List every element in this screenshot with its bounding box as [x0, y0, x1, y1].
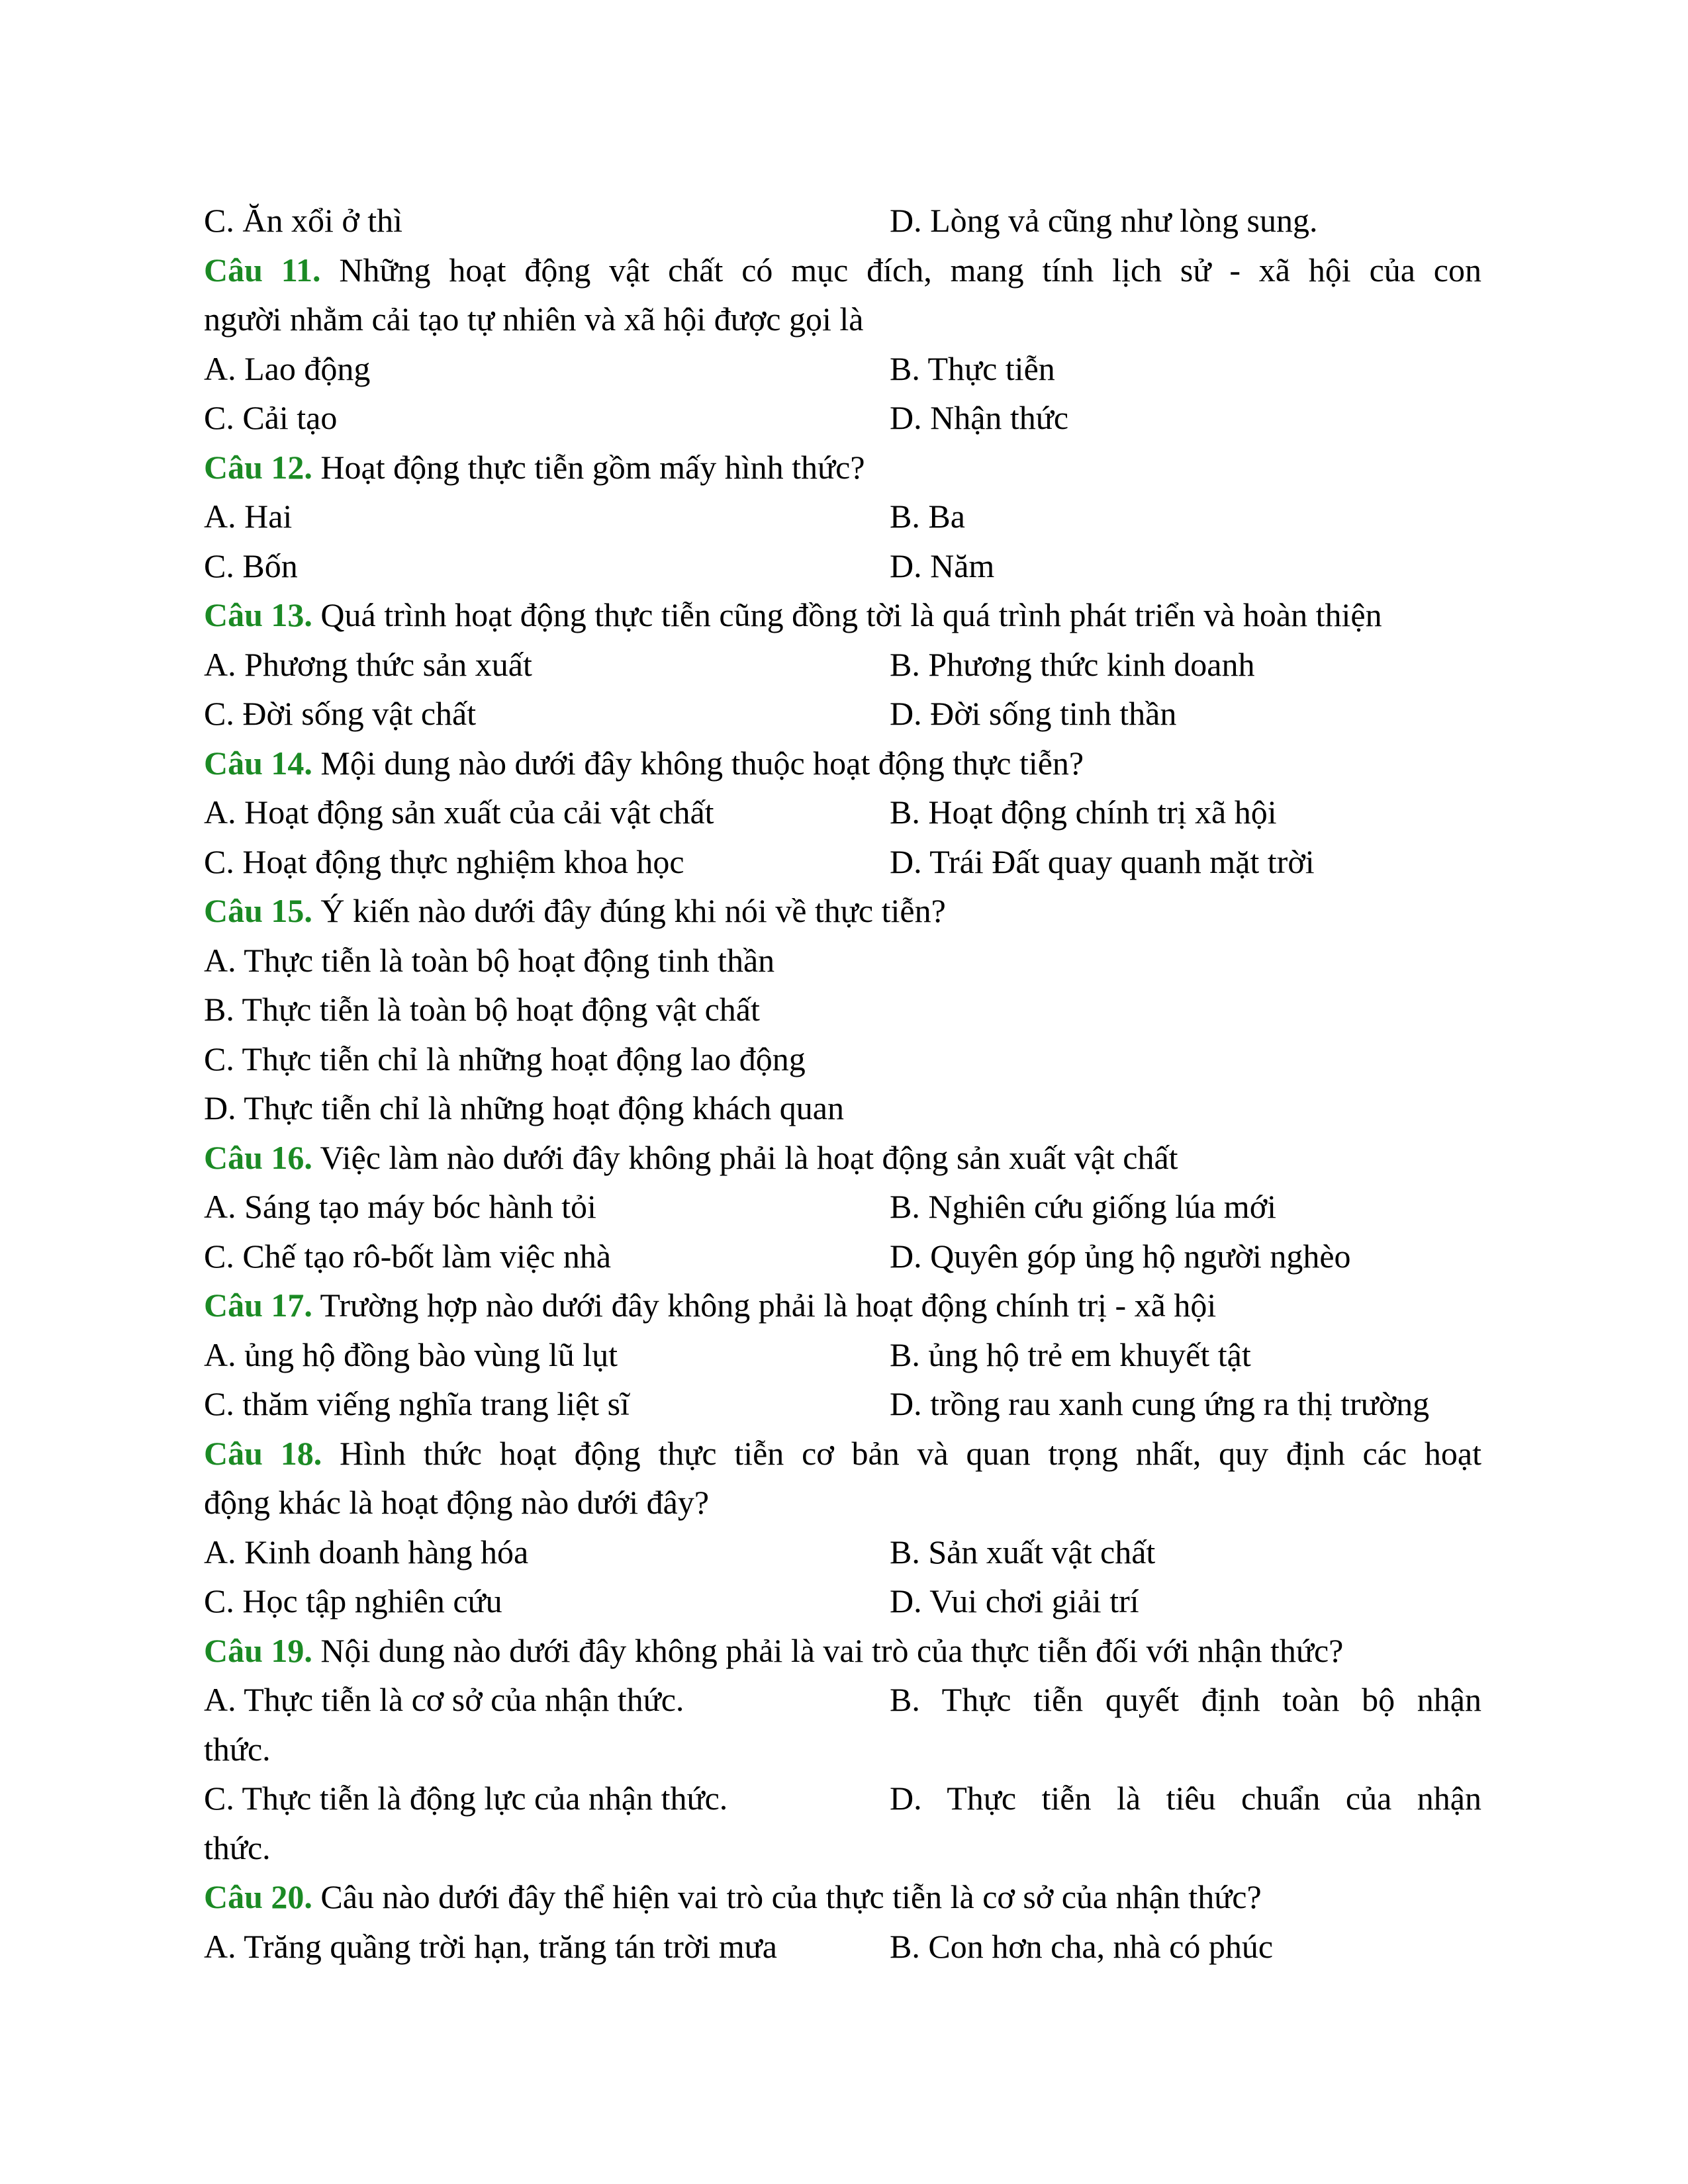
question-number: Câu 13.: [204, 596, 312, 633]
question-text-cont: động khác là hoạt động nào dưới đây?: [204, 1484, 710, 1521]
question-15: [204, 886, 1481, 936]
option-c: C. Thực tiễn là động lực của nhận thức.: [204, 1780, 728, 1817]
option-a: A. Hoạt động sản xuất của cải vật chất: [204, 794, 714, 831]
option-d: D. Thực tiễn chỉ là những hoạt động khách quan: [204, 1089, 844, 1126]
options-row: [204, 1232, 1481, 1281]
option-a: A. Thực tiễn là cơ sở của nhận thức.: [204, 1681, 684, 1718]
question-number: Câu 19.: [204, 1631, 312, 1669]
question-11: [204, 246, 1481, 295]
options-row: [204, 1675, 1481, 1725]
options-row: [204, 640, 1481, 690]
question-number: Câu 17.: [204, 1287, 312, 1324]
question-text-cont: người nhằm cải tạo tự nhiên và xã hội được gọi là: [204, 300, 864, 338]
question-14: [204, 739, 1481, 788]
option-b: B. Thực tiễn quyết định toàn bộ nhận: [890, 1681, 1481, 1718]
question-text: Trường hợp nào dưới đây không phải là hoạt động chính trị - xã hội: [320, 1287, 1217, 1324]
option-b: B. ủng hộ trẻ em khuyết tật: [890, 1336, 1251, 1373]
question-number: Câu 14.: [204, 744, 312, 782]
option-a: A. Hai: [204, 498, 293, 535]
option-b: B. Thực tiễn: [890, 349, 1055, 387]
question-text: Quá trình hoạt động thực tiễn cũng đồng tời là quá trình phát triển và hoàn thiện: [320, 596, 1382, 633]
options-row: [204, 492, 1481, 541]
options-row: [204, 1576, 1481, 1626]
option-c: C. Ăn xổi ở thì: [204, 202, 403, 239]
option-c: C. Cải tạo: [204, 399, 338, 436]
options-row: [204, 1527, 1481, 1577]
question-16: [204, 1133, 1481, 1183]
options-row: [204, 1330, 1481, 1380]
option-b: B. Con hơn cha, nhà có phúc: [890, 1927, 1274, 1965]
question-19: [204, 1626, 1481, 1676]
question-list: [204, 196, 1481, 1971]
options-row: [204, 541, 1481, 591]
options-row: [204, 689, 1481, 739]
option-d: D. trồng rau xanh cung ứng ra thị trường: [890, 1385, 1430, 1422]
option-c: C. Bốn: [204, 547, 298, 584]
option-d: D. Nhận thức: [890, 399, 1069, 436]
question-number: Câu 12.: [204, 448, 312, 486]
option-a: A. ủng hộ đồng bào vùng lũ lụt: [204, 1336, 618, 1373]
options-row: [204, 837, 1481, 887]
question-number: Câu 11.: [204, 251, 321, 289]
option-c: C. thăm viếng nghĩa trang liệt sĩ: [204, 1385, 630, 1422]
question-text: Những hoạt động vật chất có mục đích, mang tính lịch sử - xã hội của con: [339, 251, 1481, 289]
options-row: [204, 1922, 1481, 1972]
option-d: D. Vui chơi giải trí: [890, 1582, 1139, 1619]
options-row: [204, 1379, 1481, 1429]
option-d: D. Lòng vả cũng như lòng sung.: [890, 202, 1318, 239]
question-text: Nội dung nào dưới đây không phải là vai trò của thực tiễn đối với nhận thức?: [320, 1631, 1344, 1669]
option-b-cont: thức.: [204, 1730, 271, 1768]
options-row: [204, 1182, 1481, 1232]
question-text: Hình thức hoạt động thực tiễn cơ bản và quan trọng nhất, quy định các hoạt: [339, 1434, 1481, 1472]
options-row: [204, 344, 1481, 394]
options-row: [204, 1774, 1481, 1823]
option-c: C. Đời sống vật chất: [204, 695, 477, 732]
question-number: Câu 15.: [204, 892, 312, 929]
option-a: A. Phương thức sản xuất: [204, 645, 532, 683]
question-text: Mội dung nào dưới đây không thuộc hoạt động thực tiễn?: [320, 744, 1084, 782]
option-c: C. Học tập nghiên cứu: [204, 1582, 502, 1619]
option-a: A. Lao động: [204, 349, 371, 387]
option-a: A. Sáng tạo máy bóc hành tỏi: [204, 1188, 596, 1225]
option-c: C. Thực tiễn chỉ là những hoạt động lao động: [204, 1040, 806, 1077]
question-number: Câu 20.: [204, 1878, 312, 1915]
option-b: B. Phương thức kinh doanh: [890, 645, 1255, 683]
option-d: D. Năm: [890, 547, 995, 584]
option-b: B. Sản xuất vật chất: [890, 1533, 1156, 1570]
question-text: Hoạt động thực tiễn gồm mấy hình thức?: [320, 448, 865, 486]
option-a: A. Kinh doanh hàng hóa: [204, 1533, 529, 1570]
question-text: Ý kiến nào dưới đây đúng khi nói về thực tiễn?: [320, 892, 946, 929]
option-d: D. Trái Đất quay quanh mặt trời: [890, 842, 1315, 880]
options-row: [204, 393, 1481, 443]
option-d-cont: thức.: [204, 1829, 271, 1866]
options-row: [204, 196, 1481, 246]
option-c: C. Chế tạo rô-bốt làm việc nhà: [204, 1237, 612, 1275]
option-a: A. Thực tiễn là toàn bộ hoạt động tinh thần: [204, 941, 775, 979]
question-17: [204, 1281, 1481, 1330]
option-a: A. Trăng quầng trời hạn, trăng tán trời mưa: [204, 1927, 777, 1965]
question-20: [204, 1872, 1481, 1922]
option-b: B. Thực tiễn là toàn bộ hoạt động vật chất: [204, 991, 760, 1028]
question-13: [204, 590, 1481, 640]
option-b: B. Nghiên cứu giống lúa mới: [890, 1188, 1277, 1225]
option-d: D. Đời sống tinh thần: [890, 695, 1177, 732]
option-b: B. Hoạt động chính trị xã hội: [890, 794, 1277, 831]
question-text: Câu nào dưới đây thể hiện vai trò của thực tiễn là cơ sở của nhận thức?: [320, 1878, 1262, 1915]
question-number: Câu 18.: [204, 1434, 322, 1472]
option-d: D. Quyên góp ủng hộ người nghèo: [890, 1237, 1351, 1275]
question-18: [204, 1429, 1481, 1479]
options-row: [204, 788, 1481, 837]
option-b: B. Ba: [890, 498, 965, 535]
question-text: Việc làm nào dưới đây không phải là hoạt động sản xuất vật chất: [320, 1138, 1178, 1176]
option-d: D. Thực tiễn là tiêu chuẩn của nhận: [890, 1780, 1481, 1817]
question-12: [204, 443, 1481, 492]
question-number: Câu 16.: [204, 1138, 312, 1176]
option-c: C. Hoạt động thực nghiệm khoa học: [204, 842, 684, 880]
